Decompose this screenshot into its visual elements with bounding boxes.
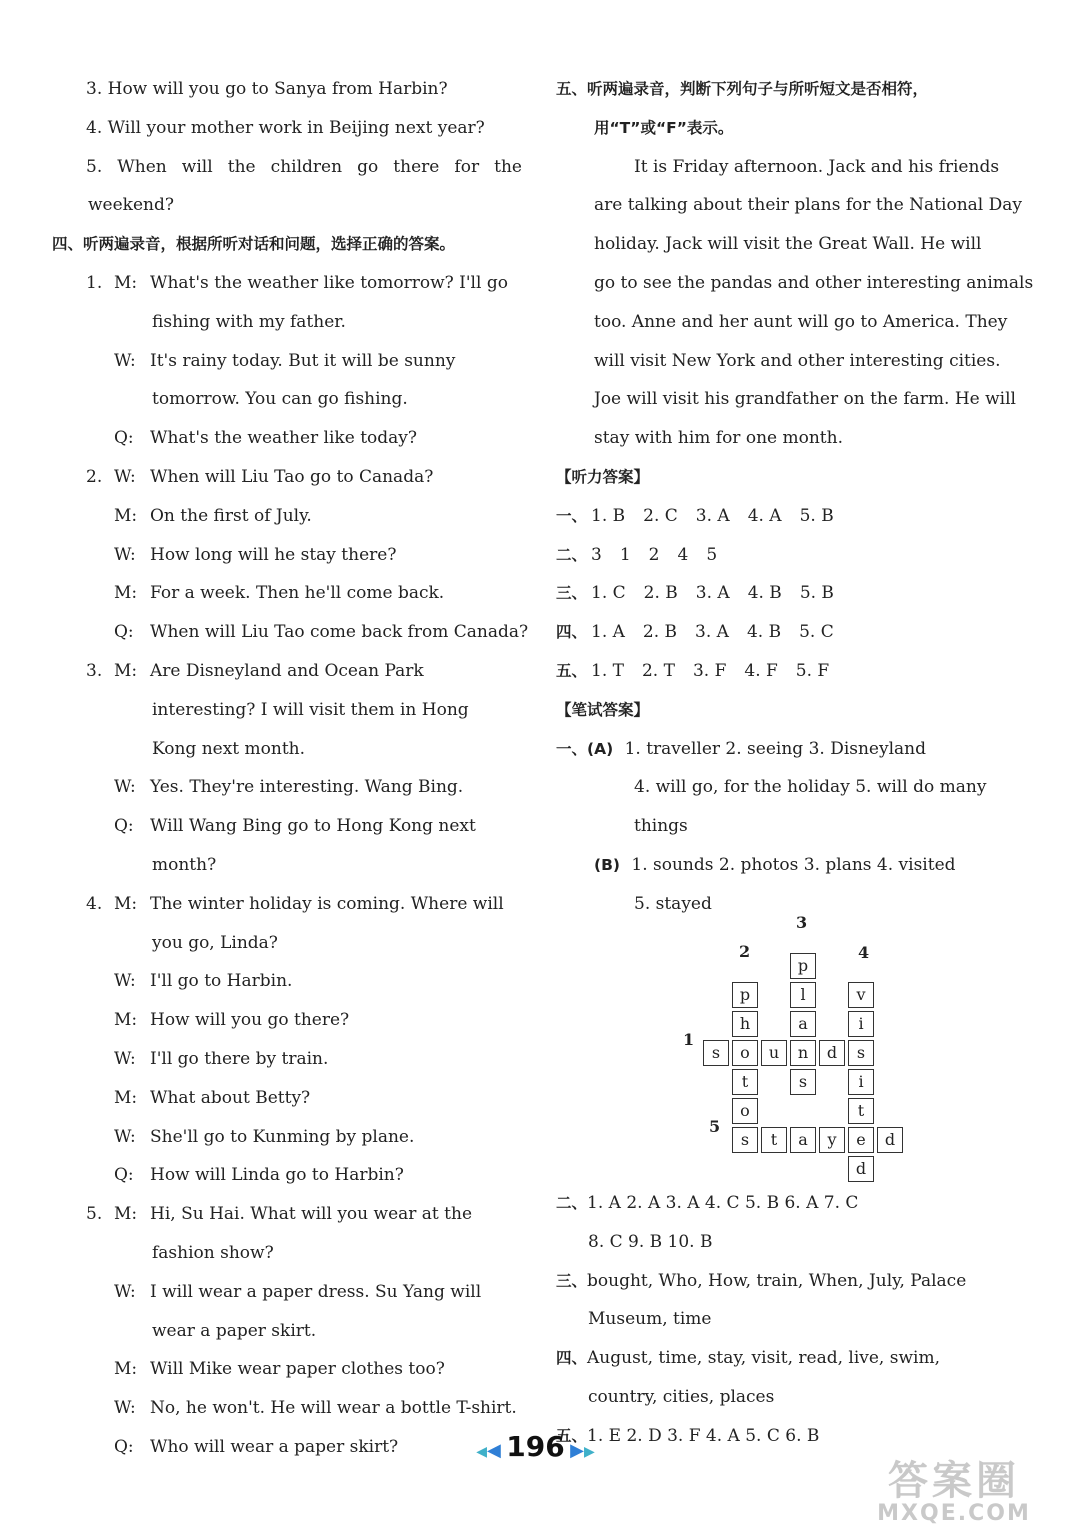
written-4-label: 四、 xyxy=(556,1349,588,1368)
dialog-line xyxy=(86,264,522,303)
dialog-text: On the first of July. xyxy=(150,505,312,526)
passage xyxy=(556,148,1032,458)
crossword-cell: i xyxy=(848,1011,874,1037)
crossword-cell: s xyxy=(703,1040,729,1066)
dialog-text: tomorrow. You can go fishing. xyxy=(152,389,408,410)
dialog-text: Kong next month. xyxy=(152,738,306,759)
section-4-title: 四、听两遍录音，根据所听对话和问题，选择正确的答案。 xyxy=(52,235,456,254)
dialog-text: How will Linda go to Harbin? xyxy=(150,1165,404,1186)
speaker-label: W: xyxy=(114,466,136,487)
answer-item: 4. B xyxy=(747,583,782,604)
prev-small-arrow-icon: ◀ xyxy=(476,1444,488,1460)
dialog-text: Who will wear a paper skirt? xyxy=(150,1436,399,1457)
dialog-text: Yes. They're interesting. Wang Bing. xyxy=(150,777,464,798)
answer-item: 2. B xyxy=(642,622,678,643)
dialog-text: What's the weather like today? xyxy=(150,428,417,449)
crossword-cell: v xyxy=(848,982,874,1008)
dialog-line xyxy=(86,1001,522,1040)
dialog-text: Are Disneyland and Ocean Park xyxy=(150,660,424,681)
written-1b-label: (B) xyxy=(594,855,620,874)
answer-item: 5. C xyxy=(799,622,834,643)
answer-item: 1. T xyxy=(591,660,624,681)
passage-line: go to see the pandas and other interesting animals xyxy=(594,272,1034,293)
answer-item: 4. B xyxy=(746,622,782,643)
listening-answer-row xyxy=(556,497,1032,536)
dialog-text: Hi, Su Hai. What will you wear at the xyxy=(150,1204,473,1225)
speaker-label: W: xyxy=(114,777,136,798)
speaker-label: W: xyxy=(114,1281,136,1302)
crossword-cell: e xyxy=(848,1127,874,1153)
crossword-cell: s xyxy=(790,1069,816,1095)
prev-arrow-icon: ◀ xyxy=(487,1440,501,1461)
crossword-clue-5: 5 xyxy=(709,1117,721,1136)
speaker-label: Q: xyxy=(114,622,134,643)
written-3-line: Museum, time xyxy=(588,1309,712,1330)
crossword-cell: i xyxy=(848,1069,874,1095)
right-column xyxy=(556,70,1032,924)
written-5-text: 1. E 2. D 3. F 4. A 5. C 6. B xyxy=(587,1425,820,1446)
written-1a-label: 一、(A) xyxy=(556,739,614,758)
passage-line: will visit New York and other interesting cities. xyxy=(594,350,1001,371)
dialog-line xyxy=(86,1079,522,1118)
dialog-text: What about Betty? xyxy=(150,1087,311,1108)
answer-item: 3. A xyxy=(695,505,730,526)
dialog-line xyxy=(86,807,522,846)
crossword-cell: a xyxy=(790,1011,816,1037)
crossword-cell: o xyxy=(732,1040,758,1066)
dialog-line xyxy=(86,303,522,342)
dialog-text: Will Mike wear paper clothes too? xyxy=(150,1359,445,1380)
question-line: 5. When will the children go there for the xyxy=(86,156,522,177)
crossword-cell: d xyxy=(877,1127,903,1153)
answer-row-label: 三、 xyxy=(556,584,588,603)
dialog-text: month? xyxy=(152,854,217,875)
answer-item: 3. A xyxy=(695,583,730,604)
crossword-cell: n xyxy=(790,1040,816,1066)
written-4-line xyxy=(556,1339,1032,1378)
speaker-label: W: xyxy=(114,971,136,992)
speaker-label: Q: xyxy=(114,1165,134,1186)
crossword-cell: t xyxy=(761,1127,787,1153)
dialog-text: How will you go there? xyxy=(150,1010,350,1031)
dialog-line xyxy=(86,730,522,769)
answer-item: 3. A xyxy=(695,622,729,643)
dialog-text: The winter holiday is coming. Where will xyxy=(150,893,504,914)
dialog-line xyxy=(86,768,522,807)
listening-answer-row xyxy=(556,574,1032,613)
listening-answers-header: 【听力答案】 xyxy=(556,467,650,486)
written-1a-line xyxy=(556,730,1032,769)
dialog-line xyxy=(86,1195,522,1234)
listening-answers xyxy=(556,497,1032,691)
written-2-label: 二、 xyxy=(556,1194,588,1212)
dialog-text: When will Liu Tao come back from Canada? xyxy=(150,622,529,643)
dialog-line xyxy=(86,846,522,885)
answer-item: 5. B xyxy=(799,505,834,526)
dialog-text: No, he won't. He will wear a bottle T-shirt. xyxy=(150,1398,517,1419)
written-3-text: bought, Who, How, train, When, July, Palace xyxy=(587,1270,967,1291)
watermark-url: MXQE.COM xyxy=(877,1501,1031,1526)
crossword-clue-4: 4 xyxy=(858,943,870,962)
passage-line: holiday. Jack will visit the Great Wall. He will xyxy=(594,234,982,255)
dialog-number: 2. xyxy=(86,466,103,487)
dialog-line xyxy=(86,574,522,613)
dialog-text: For a week. Then he'll come back. xyxy=(150,583,445,604)
written-4-line: country, cities, places xyxy=(588,1386,775,1407)
dialog-line xyxy=(86,924,522,963)
speaker-label: M: xyxy=(114,272,138,293)
dialog-text: wear a paper skirt. xyxy=(152,1320,317,1341)
dialog-text: What's the weather like tomorrow? I'll go xyxy=(150,272,508,293)
crossword-cell: t xyxy=(732,1069,758,1095)
dialog-line xyxy=(86,885,522,924)
crossword-grid xyxy=(680,905,920,1180)
listening-answer-row xyxy=(556,652,1032,691)
question-line: weekend? xyxy=(88,195,174,216)
crossword-cell: d xyxy=(848,1156,874,1182)
crossword-cell: t xyxy=(848,1098,874,1124)
dialog-line xyxy=(86,1312,522,1351)
page-number: 196 xyxy=(506,1430,565,1463)
dialog-line xyxy=(86,458,522,497)
written-1a-text: 1. traveller 2. seeing 3. Disneyland xyxy=(624,738,926,759)
answer-row-label: 五、 xyxy=(556,661,588,680)
listening-answer-row xyxy=(556,613,1032,652)
dialog-number: 1. xyxy=(86,272,103,293)
speaker-label: M: xyxy=(114,505,138,526)
dialog-text: interesting? I will visit them in Hong xyxy=(152,699,469,720)
dialog-line xyxy=(86,1350,522,1389)
written-2-text: 1. A 2. A 3. A 4. C 5. B 6. A 7. C xyxy=(587,1193,859,1213)
written-4-text: August, time, stay, visit, read, live, swim, xyxy=(587,1348,940,1369)
crossword-clue-3: 3 xyxy=(796,913,808,932)
answer-item: 4 xyxy=(677,544,689,565)
answer-item: 3 xyxy=(591,544,602,565)
dialog-line xyxy=(86,1156,522,1195)
written-3-line xyxy=(556,1262,1032,1301)
passage-line: It is Friday afternoon. Jack and his friends xyxy=(634,156,1000,177)
listening-answer-row xyxy=(556,536,1032,575)
written-1b-line: 5. stayed xyxy=(634,893,712,914)
answer-item: 3. F xyxy=(692,660,727,681)
dialog-text: She'll go to Kunming by plane. xyxy=(150,1126,415,1147)
dialog-line xyxy=(86,962,522,1001)
speaker-label: M: xyxy=(114,1010,138,1031)
dialog-text: I will wear a paper dress. Su Yang will xyxy=(150,1281,482,1302)
passage-line: too. Anne and her aunt will go to America. They xyxy=(594,311,1008,332)
crossword-clue-1: 1 xyxy=(683,1030,695,1049)
written-answers-header: 【笔试答案】 xyxy=(556,700,650,719)
written-5-label: 五、 xyxy=(556,1426,588,1445)
answer-item: 1. A xyxy=(591,622,625,643)
next-small-arrow-icon: ▶ xyxy=(583,1444,595,1460)
crossword-cell: y xyxy=(819,1127,845,1153)
crossword-cell: p xyxy=(732,982,758,1008)
dialog-text: I'll go to Harbin. xyxy=(150,971,293,992)
next-arrow-icon: ▶ xyxy=(570,1440,584,1461)
written-3-label: 三、 xyxy=(556,1271,588,1290)
crossword-clue-2: 2 xyxy=(739,942,751,961)
dialog-line xyxy=(86,1273,522,1312)
crossword-cell: s xyxy=(848,1040,874,1066)
crossword-cell: a xyxy=(790,1127,816,1153)
answer-item: 1. B xyxy=(591,505,626,526)
answer-item: 5. F xyxy=(795,660,830,681)
dialog-line xyxy=(86,342,522,381)
speaker-label: W: xyxy=(114,1048,136,1069)
written-1a-line: 4. will go, for the holiday 5. will do many xyxy=(634,777,987,798)
speaker-label: Q: xyxy=(114,428,134,449)
dialog-line xyxy=(86,613,529,652)
answer-row-label: 四、 xyxy=(556,623,588,642)
dialog-number: 4. xyxy=(86,893,103,914)
speaker-label: Q: xyxy=(114,1436,134,1457)
speaker-label: W: xyxy=(114,1126,136,1147)
written-1a-line: things xyxy=(634,816,688,837)
dialog-text: When will Liu Tao go to Canada? xyxy=(150,466,434,487)
answer-item: 4. A xyxy=(747,505,782,526)
dialog-line xyxy=(86,1234,522,1273)
dialog-number: 3. xyxy=(86,660,103,681)
dialog-text: fashion show? xyxy=(152,1242,274,1263)
dialog-line xyxy=(86,1040,522,1079)
speaker-label: M: xyxy=(114,893,138,914)
speaker-label: Q: xyxy=(114,816,134,837)
answer-item: 2. B xyxy=(643,583,678,604)
dialog-line xyxy=(86,380,522,419)
answer-item: 4. F xyxy=(744,660,778,681)
dialog-text: I'll go there by train. xyxy=(150,1048,329,1069)
answer-item: 5 xyxy=(706,544,718,565)
section-5-title: 五、听两遍录音，判断下列句子与所听短文是否相符， xyxy=(556,80,929,98)
written-2-line xyxy=(556,1184,1032,1223)
speaker-label: M: xyxy=(114,660,138,681)
section-5-title-cont: 用“T”或“F”表示。 xyxy=(594,118,734,137)
crossword-cell: d xyxy=(819,1040,845,1066)
crossword-cell: u xyxy=(761,1040,787,1066)
dialog-line xyxy=(86,536,522,575)
dialog-text: you go, Linda? xyxy=(152,932,278,953)
watermark xyxy=(859,1460,1049,1530)
written-2-line: 8. C 9. B 10. B xyxy=(588,1231,713,1252)
crossword-cell: o xyxy=(732,1098,758,1124)
answer-item: 5. B xyxy=(799,583,834,604)
dialog-text: Will Wang Bing go to Hong Kong next xyxy=(150,816,476,837)
written-1b-line xyxy=(556,846,1032,885)
left-column xyxy=(52,70,529,1467)
answer-row-label: 二、 xyxy=(556,545,588,564)
written-1b-text: 1. sounds 2. photos 3. plans 4. visited xyxy=(631,854,956,875)
dialog-line xyxy=(86,497,522,536)
answer-item: 2 xyxy=(648,544,660,565)
dialog-list xyxy=(86,264,529,1467)
crossword-cell: s xyxy=(732,1127,758,1153)
dialog-line xyxy=(86,691,522,730)
dialog-line xyxy=(86,1389,522,1428)
right-column-bottom xyxy=(556,1184,1032,1456)
dialog-text: fishing with my father. xyxy=(152,311,346,332)
watermark-logo: 答案圈 xyxy=(888,1458,1020,1504)
crossword-cell: h xyxy=(732,1011,758,1037)
passage-line: are talking about their plans for the National Day xyxy=(594,195,1022,216)
passage-line: Joe will visit his grandfather on the farm. He will xyxy=(594,389,1016,410)
passage-line: stay with him for one month. xyxy=(594,428,843,449)
speaker-label: M: xyxy=(114,1087,138,1108)
speaker-label: M: xyxy=(114,1359,138,1380)
crossword-cell: l xyxy=(790,982,816,1008)
answer-item: 1 xyxy=(619,544,631,565)
speaker-label: M: xyxy=(114,583,138,604)
speaker-label: M: xyxy=(114,1204,138,1225)
speaker-label: W: xyxy=(114,1398,136,1419)
dialog-line xyxy=(86,419,522,458)
answer-item: 2. T xyxy=(641,660,675,681)
question-line: 4. Will your mother work in Beijing next year? xyxy=(86,117,485,138)
answer-item: 2. C xyxy=(643,505,678,526)
crossword-cell: p xyxy=(790,953,816,979)
question-line: 3. How will you go to Sanya from Harbin? xyxy=(86,79,448,99)
dialog-text: It's rainy today. But it will be sunny xyxy=(150,350,456,371)
dialog-line xyxy=(86,1118,522,1157)
speaker-label: W: xyxy=(114,350,136,371)
dialog-text: How long will he stay there? xyxy=(150,544,397,565)
dialog-line xyxy=(86,652,522,691)
answer-item: 1. C xyxy=(591,583,626,604)
dialog-number: 5. xyxy=(86,1204,103,1225)
speaker-label: W: xyxy=(114,544,136,565)
answer-row-label: 一、 xyxy=(556,506,588,525)
